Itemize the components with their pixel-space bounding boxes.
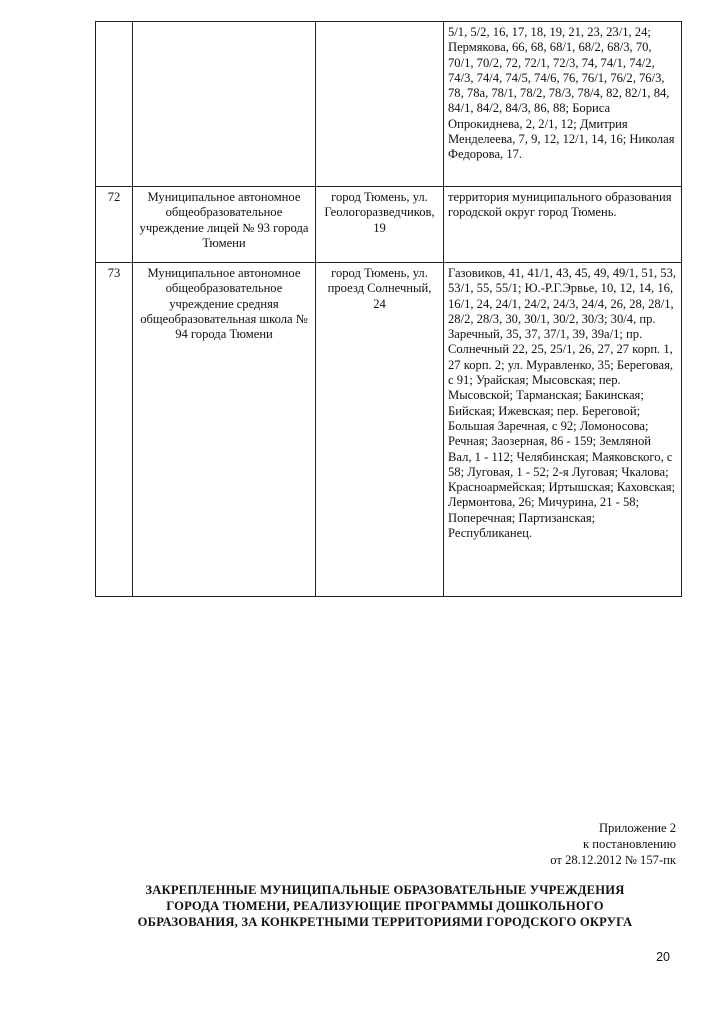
table-row	[96, 22, 682, 187]
table-row	[96, 187, 682, 263]
heading-line: ЗАКРЕПЛЕННЫЕ МУНИЦИПАЛЬНЫЕ ОБРАЗОВАТЕЛЬНЫЕ УЧРЕЖДЕНИЯ	[145, 883, 625, 897]
appendix-reference	[550, 820, 676, 868]
institution-name: Муниципальное автономное общеобразовательное учреждение лицей № 93 города Тюмени	[133, 187, 316, 263]
appendix-number: Приложение 2	[598, 821, 676, 835]
row-number: 73	[96, 263, 133, 597]
appendix-resolution: к постановлению	[582, 837, 676, 851]
table-row	[96, 263, 682, 597]
institution-address	[316, 22, 444, 187]
assigned-territory: территория муниципального образования городской округ город Тюмень.	[444, 187, 682, 263]
heading-line: ГОРОДА ТЮМЕНИ, РЕАЛИЗУЮЩИЕ ПРОГРАММЫ ДОШКОЛЬНОГО	[166, 899, 604, 913]
assigned-territory: 5/1, 5/2, 16, 17, 18, 19, 21, 23, 23/1, 24; Пермякова, 66, 68, 68/1, 68/2, 68/3, 70, 70/1, 70/2, 72, 72/1, 72/3, 74, 74/1, 74/2, 74/3, 74/4, 74/5, 74/6, 76, 76/1, 76/2, 76/3, 78, 78а, 78/1, 78/2, 78/3, 78/4, 82, 82/1, 84, 84/1, 84/2, 84/3, 86, 88; Бориса Опрокиднева, 2, 2/1, 12; Дмитрия Менделеева, 7, 9, 12, 12/1, 14, 16; Николая Федорова, 17.	[444, 22, 682, 187]
heading-line: ОБРАЗОВАНИЯ, ЗА КОНКРЕТНЫМИ ТЕРРИТОРИЯМИ ГОРОДСКОГО ОКРУГА	[137, 915, 633, 929]
document-heading	[110, 882, 660, 930]
institution-address: город Тюмень, ул. Геологоразведчиков, 19	[316, 187, 444, 263]
appendix-date: от 28.12.2012 № 157-пк	[550, 853, 676, 867]
institution-name: Муниципальное автономное общеобразовательное учреждение средняя общеобразовательная школа № 94 города Тюмени	[133, 263, 316, 597]
institution-name	[133, 22, 316, 187]
schools-table	[95, 21, 682, 597]
row-number: 72	[96, 187, 133, 263]
assigned-territory: Газовиков, 41, 41/1, 43, 45, 49, 49/1, 51, 53, 53/1, 55, 55/1; Ю.-Р.Г.Эрвье, 10, 12, 14, 16, 16/1, 24, 24/1, 24/2, 24/3, 24/4, 26, 28, 28/1, 28/2, 28/3, 30, 30/1, 30/2, 30/3; 30/4, пр. Заречный, 35, 37, 37/1, 39, 39а/1; пр. Солнечный 22, 25, 25/1, 26, 27, 27 корп. 1, 27 корп. 2; ул. Муравленко, 35; Береговая, с 91; Урайская; Мысовская; пер. Мысовской; Тарманская; Бакинская; Бийская; Ижевская; пер. Береговой; Большая Заречная, с 92; Ломоносова; Речная; Заозерная, 86 - 159; Земляной Вал, 1 - 112; Челябинская; Маяковского, с 58; Луговая, 1 - 52; 2-я Луговая; Чкалова; Красноармейская; Иртышская; Каховская; Лермонтова, 26; Мичурина, 21 - 58; Поперечная; Партизанская; Республиканец.	[444, 263, 682, 597]
row-number	[96, 22, 133, 187]
institution-address: город Тюмень, ул. проезд Солнечный, 24	[316, 263, 444, 597]
page-number: 20	[656, 950, 670, 964]
